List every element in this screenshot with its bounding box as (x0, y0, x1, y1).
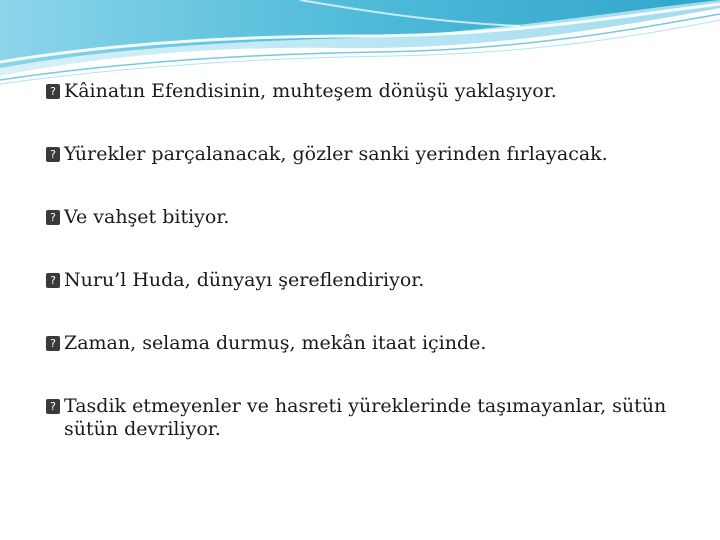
bullet-text: Zaman, selama durmuş, mekân itaat içinde. (64, 332, 487, 354)
replacement-character-icon: ? (46, 273, 60, 288)
bullet-text: Kâinatın Efendisinin, muhteşem dönüşü yaklaşıyor. (64, 80, 557, 102)
bullet-text: Ve vahşet bitiyor. (64, 206, 230, 228)
bullet-item (46, 80, 686, 103)
bullet-item (46, 143, 686, 166)
bullet-item (46, 332, 686, 355)
bullet-text: Yürekler parçalanacak, gözler sanki yerinden fırlayacak. (64, 143, 608, 165)
replacement-character-icon: ? (46, 399, 60, 414)
bullet-text: Tasdik etmeyenler ve hasreti yüreklerinde taşımayanlar, sütün sütün devriliyor. (64, 395, 667, 440)
bullet-item (46, 269, 686, 292)
bullet-text: Nuru’l Huda, dünyayı şereflendiriyor. (64, 269, 425, 291)
replacement-character-icon: ? (46, 210, 60, 225)
bullet-item (46, 395, 686, 441)
bullet-item (46, 206, 686, 229)
wave-header-decoration (0, 0, 720, 90)
bullet-list (46, 80, 686, 481)
replacement-character-icon: ? (46, 336, 60, 351)
replacement-character-icon: ? (46, 84, 60, 99)
replacement-character-icon: ? (46, 147, 60, 162)
